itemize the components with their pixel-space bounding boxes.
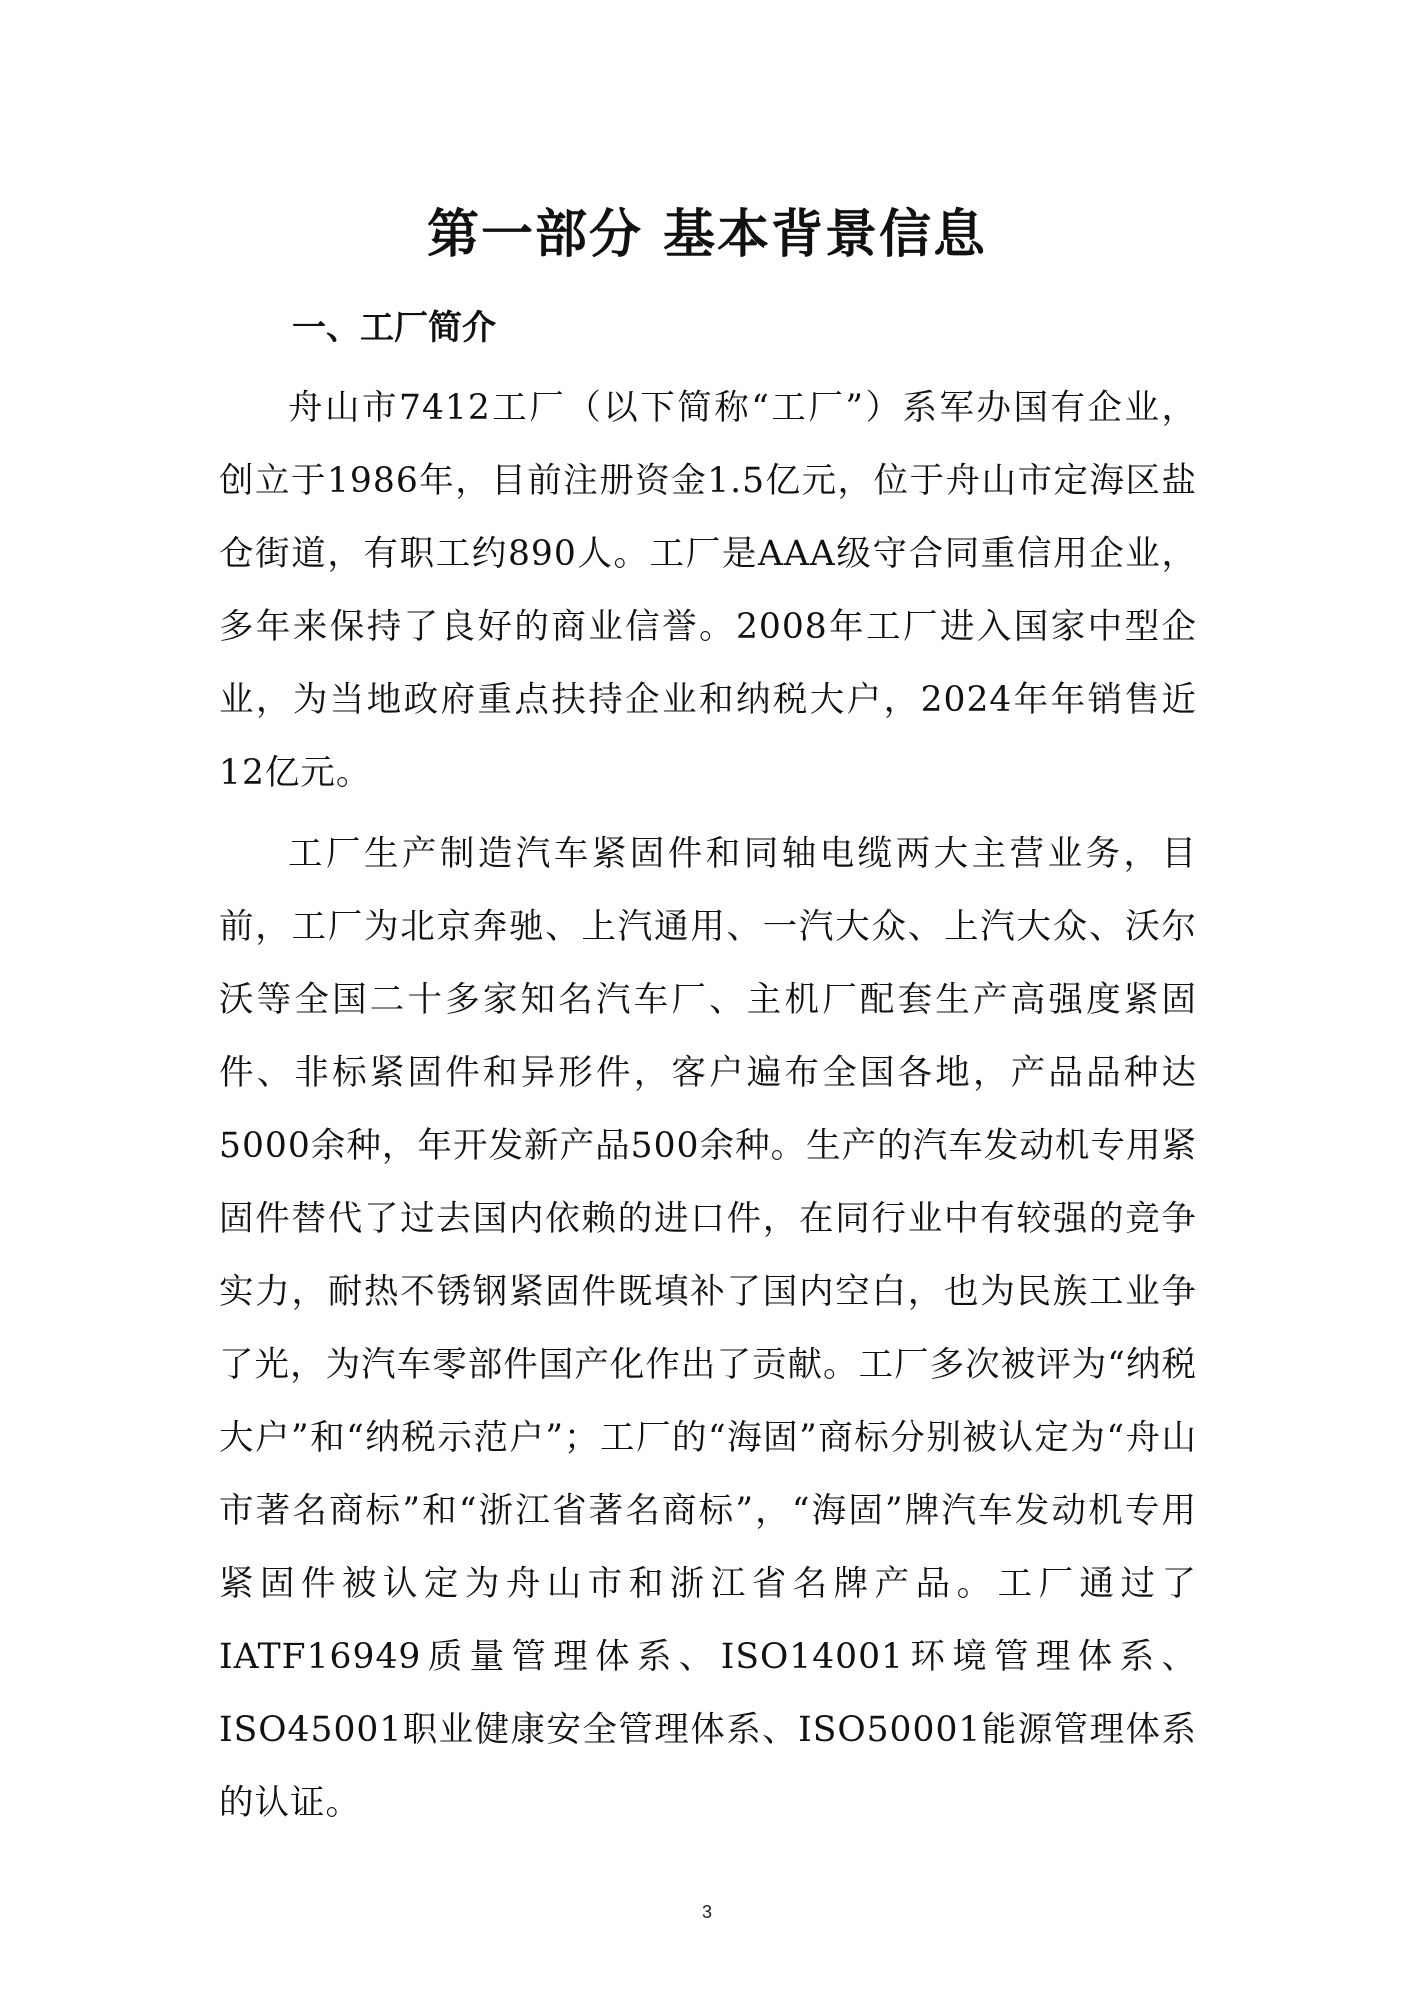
section-heading: 一、工厂简介: [292, 308, 496, 348]
page-number: 3: [701, 1902, 712, 1922]
paragraph: 工厂生产制造汽车紧固件和同轴电缆两大主营业务，目前，工厂为北京奔驰、上汽通用、一汽大众、上汽大众、沃尔沃等全国二十多家知名汽车厂、主机厂配套生产高强度紧固件、非标紧固件和异形件，客户遍布全国各地，产品品种达5000余种，年开发新产品500余种。生产的汽车发动机专用紧固件替代了过去国内依赖的进口件，在同行业中有较强的竞争实力，耐热不锈钢紧固件既填补了国内空白，也为民族工业争了光，为汽车零部件国产化作出了贡献。工厂多次被评为“纳税大户”和“纳税示范户”；工厂的“海固”商标分别被认定为“舟山市著名商标”和“浙江省著名商标”，“海固”牌汽车发动机专用紧固件被认定为舟山市和浙江省名牌产品。工厂通过了IATF16949质量管理体系、ISO14001环境管理体系、ISO45001职业健康安全管理体系、ISO50001能源管理体系的认证。: [219, 834, 1197, 1823]
paragraph: 舟山市7412工厂（以下简称“工厂”）系军办国有企业，创立于1986年，目前注册资金1.5亿元，位于舟山市定海区盐仓街道，有职工约890人。工厂是AAA级守合同重信用企业，多年来保持了良好的商业信誉。2008年工厂进入国家中型企业，为当地政府重点扶持企业和纳税大户，2024年年销售近12亿元。: [219, 388, 1197, 793]
page-title: 第一部分 基本背景信息: [426, 204, 988, 265]
body-text: [219, 372, 1197, 1848]
